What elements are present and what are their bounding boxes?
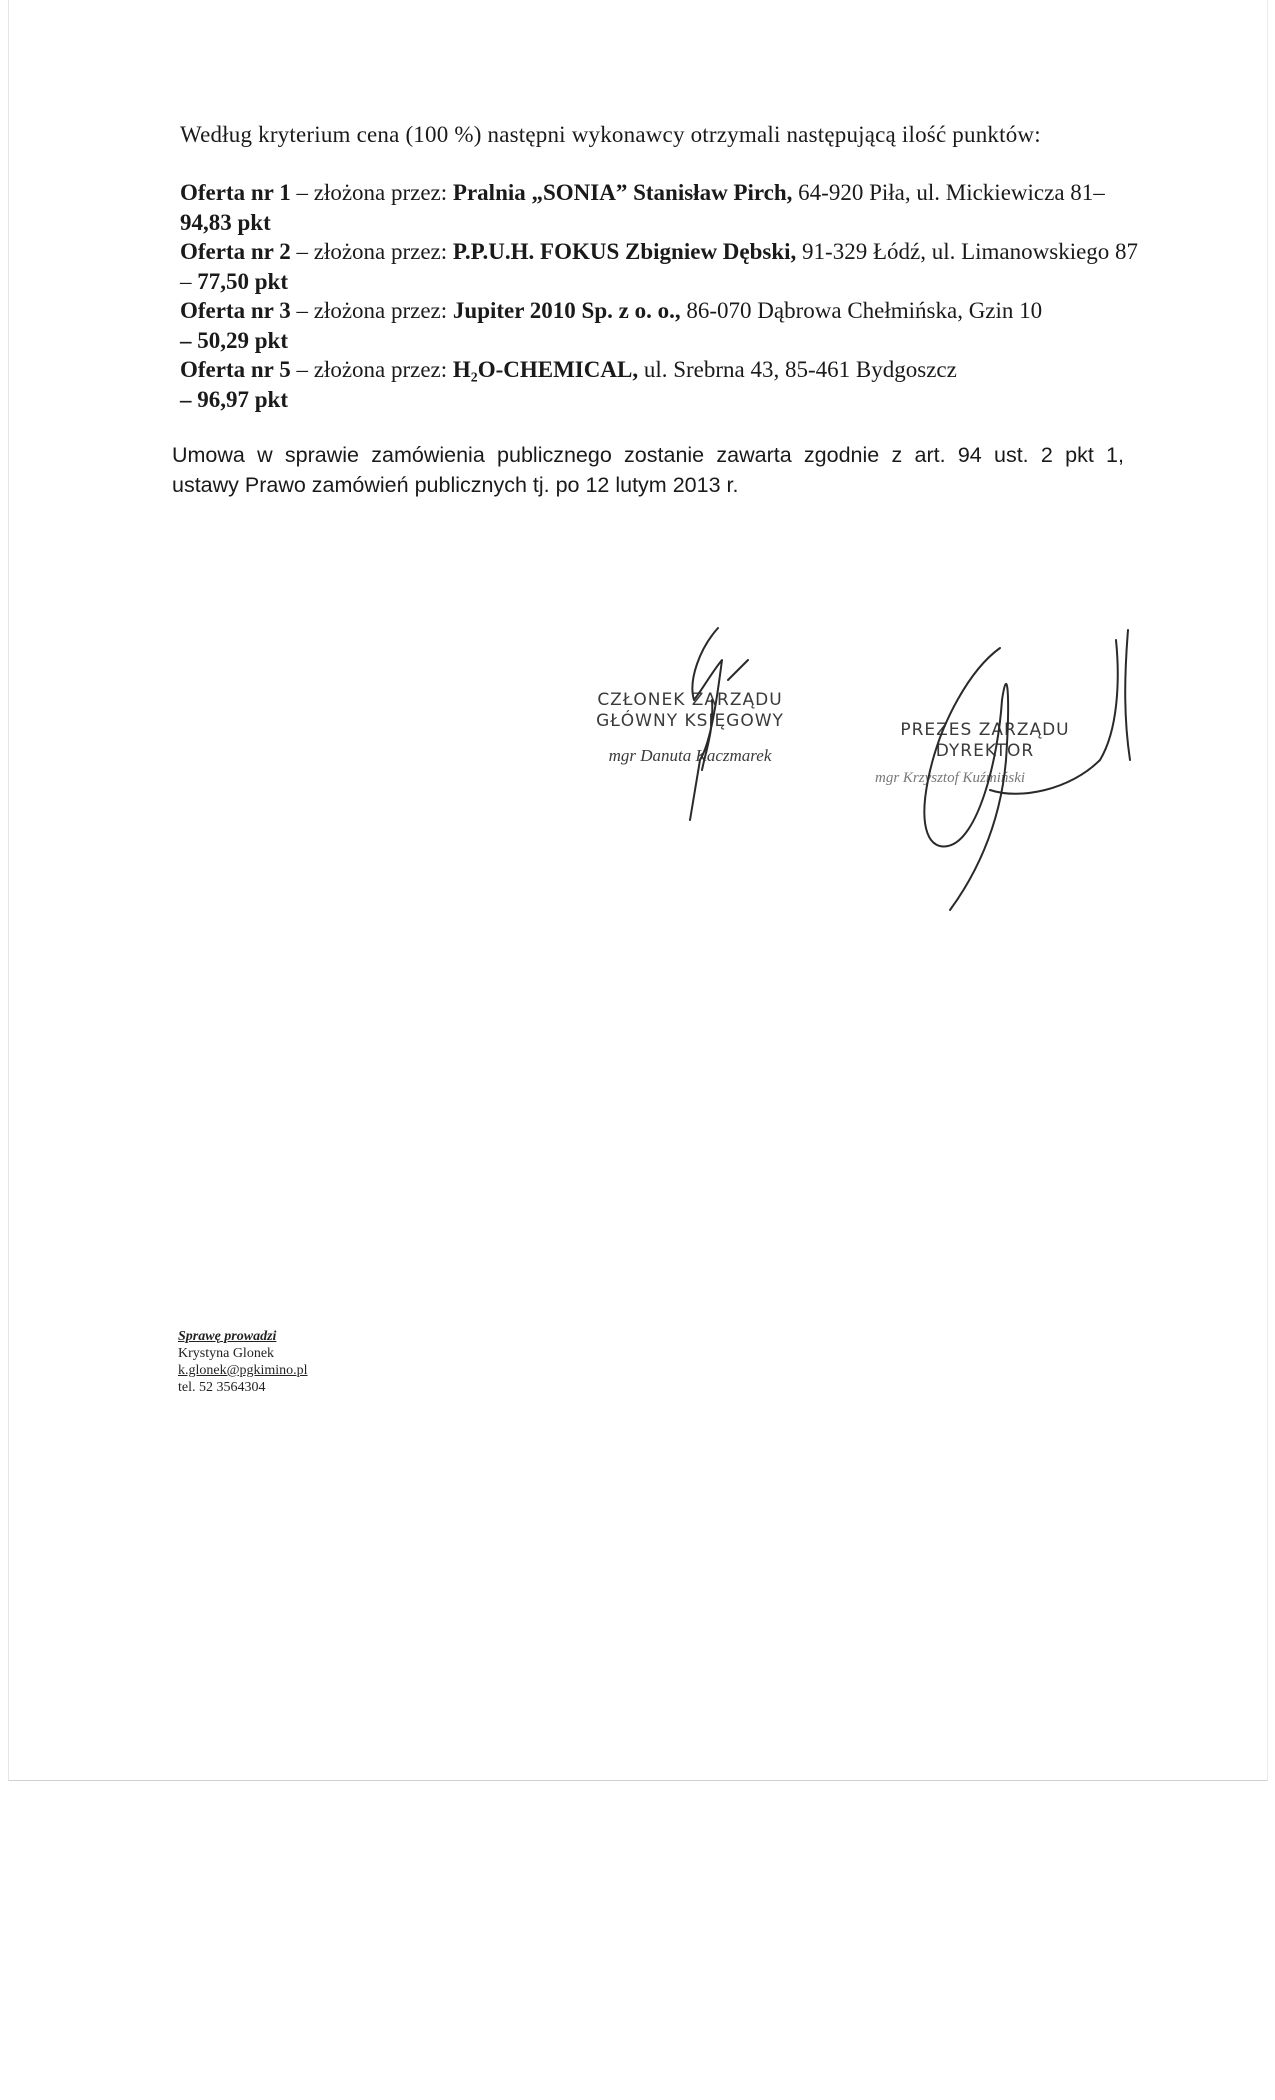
stamp-title-1: PREZES ZARZĄDU: [900, 720, 1070, 740]
stamp-title-2: GŁÓWNY KSIĘGOWY: [596, 711, 784, 731]
offer-submitted-by: – złożona przez:: [290, 357, 453, 382]
intro-text: Według kryterium cena (100 %) następni wykonawcy otrzymali następującą ilość punktów:: [180, 122, 1041, 147]
offer-address: 91-329 Łódź, ul. Limanowskiego 87 –: [180, 239, 1139, 294]
offer-5: [180, 355, 1140, 414]
offer-3: [180, 296, 1140, 355]
offer-label: Oferta nr 3: [180, 298, 291, 323]
offers-list: [180, 178, 1140, 414]
offer-address: 64-920 Piła, ul. Mickiewicza 81–: [792, 180, 1105, 205]
offer-submitted-by: – złożona przez:: [290, 180, 453, 205]
stamp-president: [870, 720, 1100, 787]
stamp-chief-accountant: [565, 690, 815, 766]
stamp-title-2: DYREKTOR: [935, 741, 1035, 761]
closing-line-2: ustawy Prawo zamówień publicznych tj. po 12 lutym 2013 r.: [172, 473, 739, 497]
offer-1: [180, 178, 1140, 237]
footer-name: Krystyna Glonek: [178, 1346, 275, 1361]
offer-company: H₂O-CHEMICAL,: [452, 357, 639, 382]
stamp-name: mgr Krzysztof Kuźmiński: [875, 770, 1026, 786]
offer-submitted-by: – złożona przez:: [290, 298, 453, 323]
contact-footer: [178, 1328, 308, 1396]
offer-points: – 50,29 pkt: [180, 327, 288, 353]
closing-paragraph: [172, 440, 1124, 500]
offer-company: P.P.U.H. FOKUS Zbigniew Dębski,: [452, 239, 797, 264]
footer-label: Sprawę prowadzi: [178, 1329, 277, 1344]
stamp-name: mgr Danuta Kaczmarek: [608, 746, 772, 765]
footer-phone: tel. 52 3564304: [178, 1380, 266, 1395]
offer-2: [180, 237, 1140, 296]
offer-company: Jupiter 2010 Sp. z o. o.,: [452, 298, 681, 323]
offer-points: – 96,97 pkt: [180, 386, 288, 412]
stamp-title-1: CZŁONEK ZARZĄDU: [597, 690, 783, 710]
offer-points: 94,83 pkt: [180, 209, 271, 235]
offer-address: ul. Srebrna 43, 85-461 Bydgoszcz: [638, 357, 957, 382]
offer-company: Pralnia „SONIA” Stanisław Pirch,: [452, 180, 793, 205]
offer-address: 86-070 Dąbrowa Chełmińska, Gzin 10: [680, 298, 1043, 323]
closing-line-1: Umowa w sprawie zamówienia publicznego zostanie zawarta zgodnie z art. 94 ust. 2 pkt 1,: [172, 443, 1124, 467]
offer-label: Oferta nr 2: [180, 239, 291, 264]
offer-label: Oferta nr 1: [180, 180, 291, 205]
footer-email[interactable]: k.glonek@pgkimino.pl: [178, 1363, 308, 1378]
offer-label: Oferta nr 5: [180, 357, 291, 382]
offer-submitted-by: – złożona przez:: [290, 239, 453, 264]
offer-points: 77,50 pkt: [197, 268, 288, 294]
